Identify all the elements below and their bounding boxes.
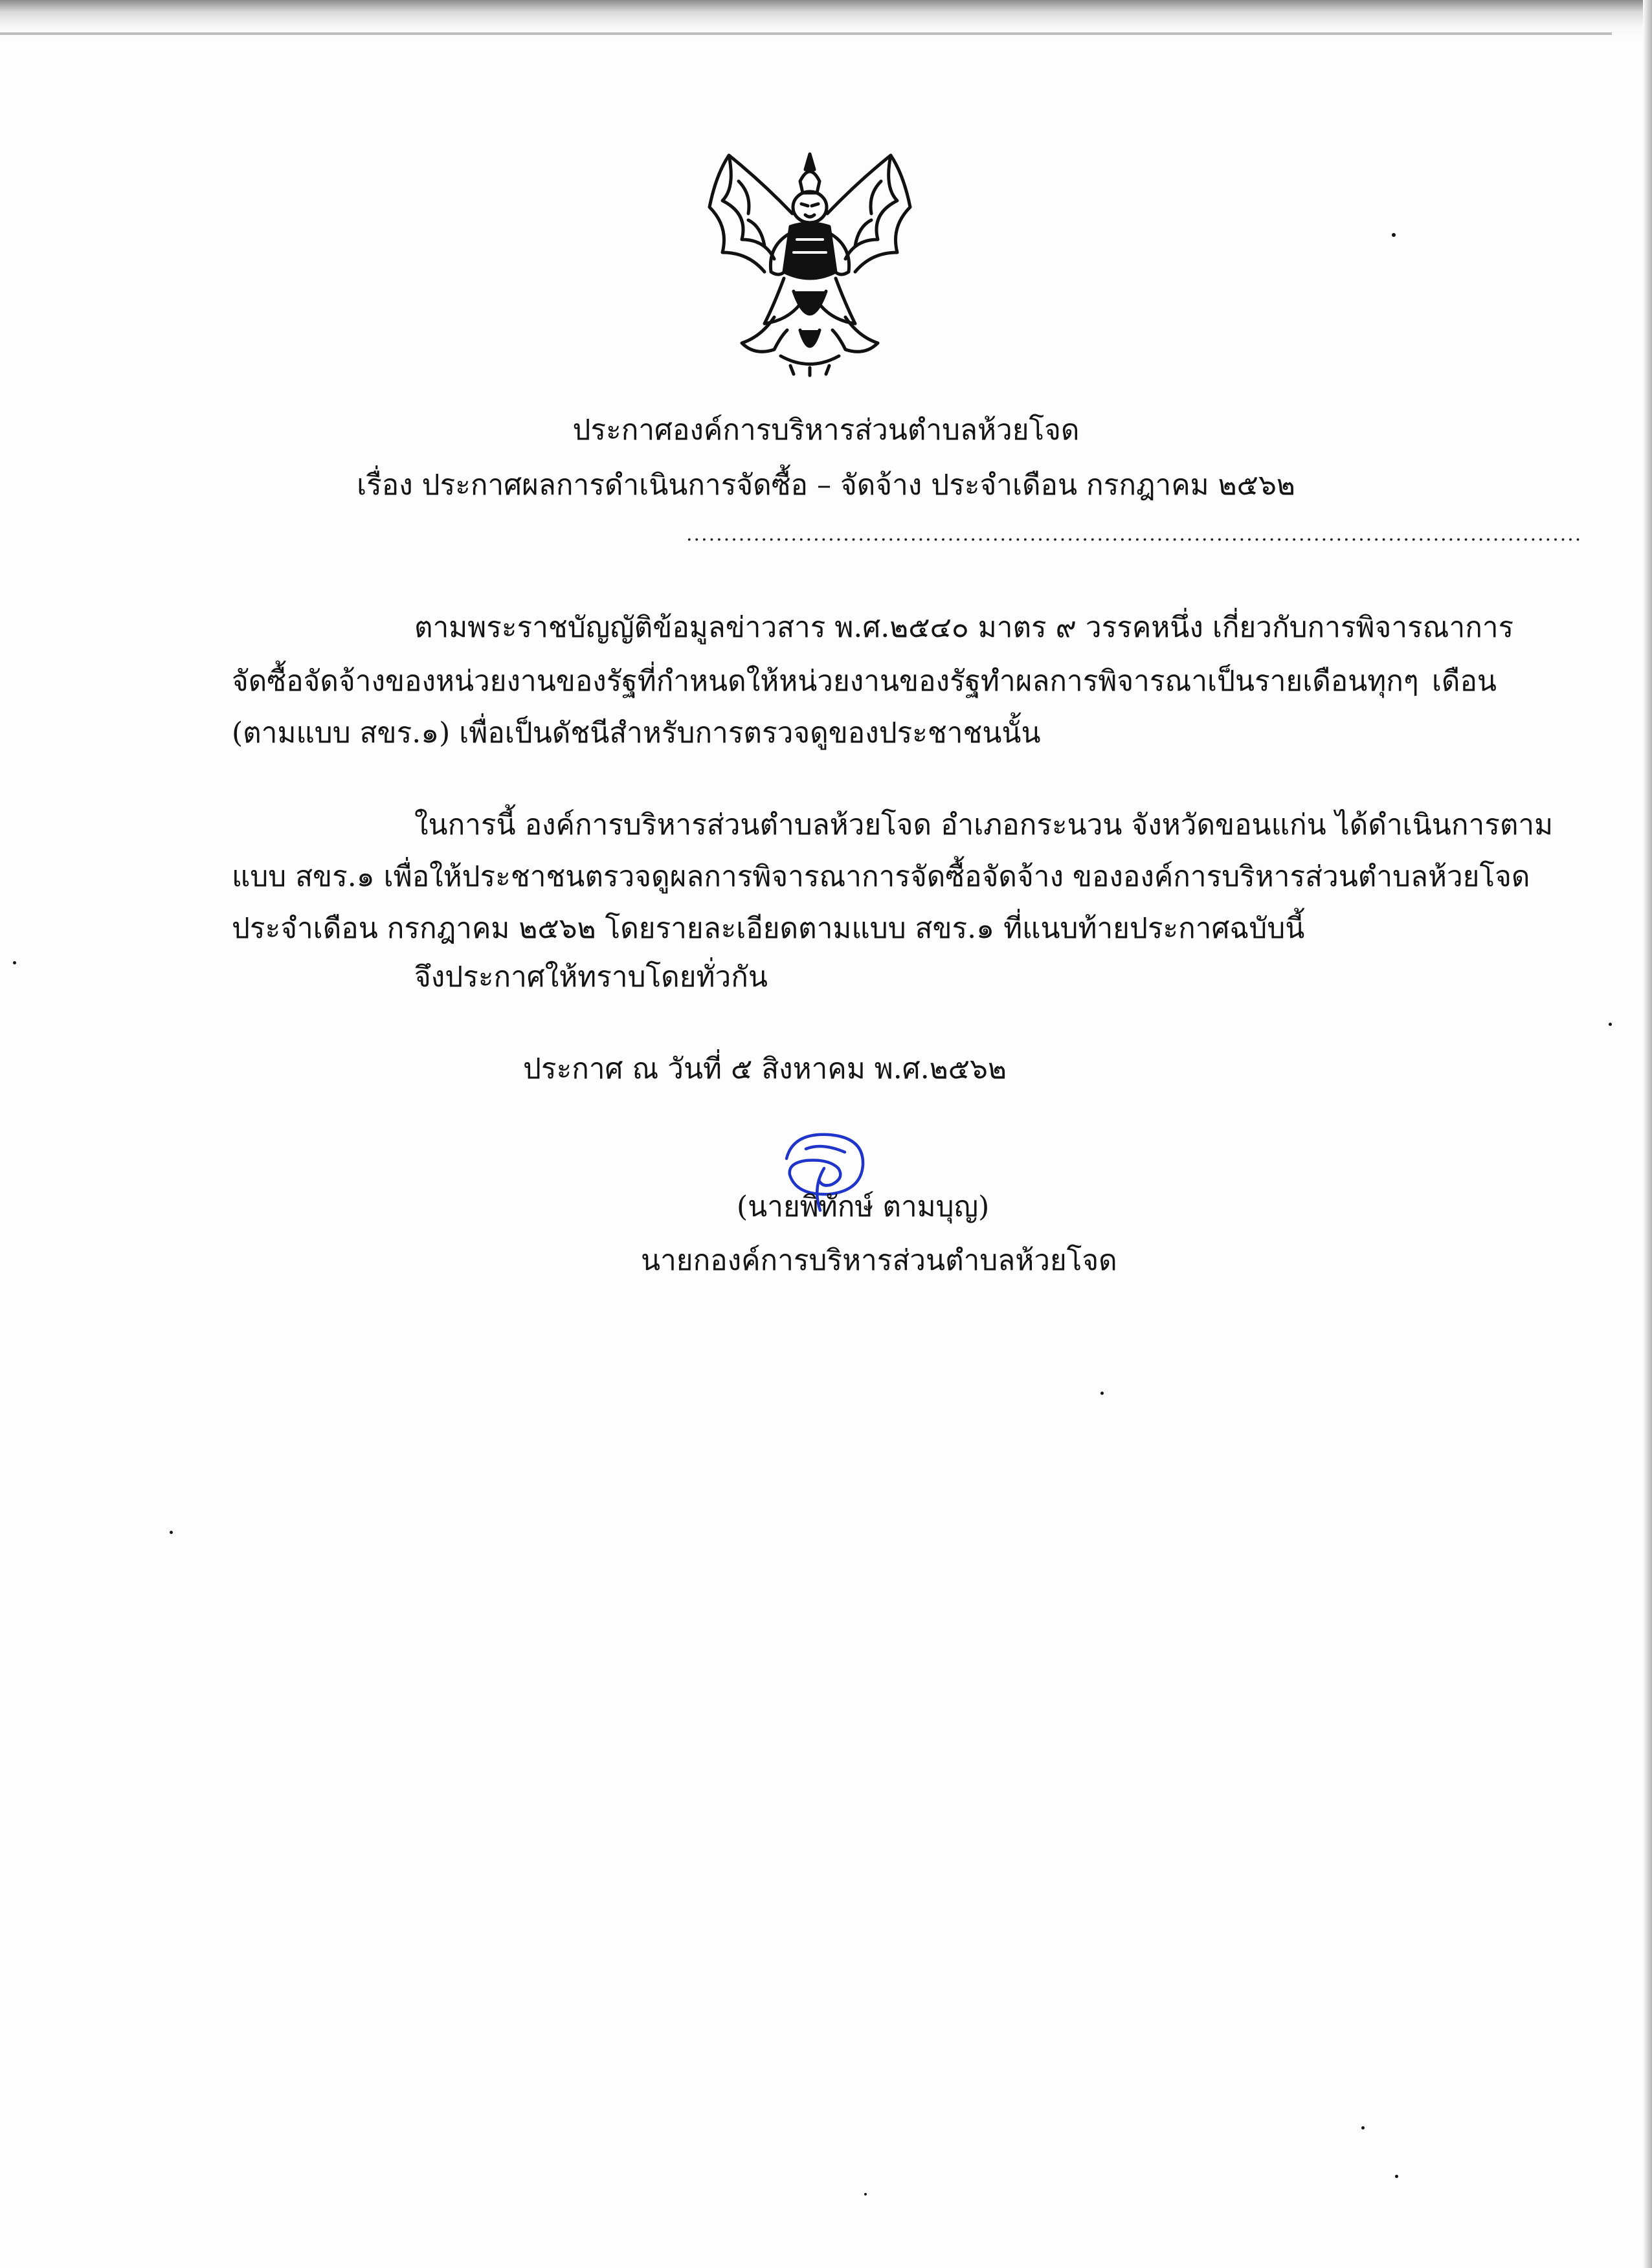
scan-speck xyxy=(1361,2126,1365,2129)
paragraph-2-line-4: จึงประกาศให้ทราบโดยทั่วกัน xyxy=(414,961,768,994)
scan-speck xyxy=(1100,1392,1104,1395)
scan-speck xyxy=(1395,2175,1398,2178)
paragraph-1-line-2: จัดซื้อจัดจ้างของหน่วยงานของรัฐที่กำหนดให้หน่วยงานของรัฐทำผลการพิจารณาเป็นรายเดือนทุกๆ เดือน xyxy=(232,665,1497,698)
paragraph-1-line-1: ตามพระราชบัญญัติข้อมูลข่าวสาร พ.ศ.๒๕๔๐ มาตร ๙ วรรคหนึ่ง เกี่ยวกับการพิจารณาการ xyxy=(414,611,1514,644)
paragraph-2-line-3: ประจำเดือน กรกฎาคม ๒๕๖๒ โดยรายละเอียดตามแบบ สขร.๑ ที่แนบท้ายประกาศฉบับนี้ xyxy=(232,912,1305,945)
garuda-emblem-icon xyxy=(703,142,917,375)
scan-right-edge xyxy=(1643,0,1652,2268)
paragraph-2-line-1: ในการนี้ องค์การบริหารส่วนตำบลห้วยโจด อำเภอกระนวน จังหวัดขอนแก่น ได้ดำเนินการตาม xyxy=(414,808,1554,841)
scan-speck xyxy=(170,1531,173,1534)
signatory-name: (นายพิทักษ์ ตามบุญ) xyxy=(737,1190,990,1223)
announcement-date: ประกาศ ณ วันที่ ๕ สิงหาคม พ.ศ.๒๕๖๒ xyxy=(523,1052,1007,1085)
scan-speck xyxy=(864,2193,867,2196)
title-separator: ........................................................................................................................ xyxy=(686,523,1583,546)
announcement-title: ประกาศองค์การบริหารส่วนตำบลห้วยโจด xyxy=(572,414,1080,447)
paragraph-2-line-2: แบบ สขร.๑ เพื่อให้ประชาชนตรวจดูผลการพิจารณาการจัดซื้อจัดจ้าง ขององค์การบริหารส่วนตำบลห้วยโจด xyxy=(232,860,1530,893)
signatory-position: นายกองค์การบริหารส่วนตำบลห้วยโจด xyxy=(641,1244,1117,1277)
announcement-subject: เรื่อง ประกาศผลการดำเนินการจัดซื้อ – จัดจ้าง ประจำเดือน กรกฎาคม ๒๕๖๒ xyxy=(357,469,1295,502)
scan-speck xyxy=(1609,1023,1612,1026)
scan-speck xyxy=(1392,233,1396,237)
scan-speck xyxy=(13,961,16,964)
scan-top-rule xyxy=(0,32,1612,35)
paragraph-1-line-3: (ตามแบบ สขร.๑) เพื่อเป็นดัชนีสำหรับการตรวจดูของประชาชนนั้น xyxy=(232,717,1041,750)
